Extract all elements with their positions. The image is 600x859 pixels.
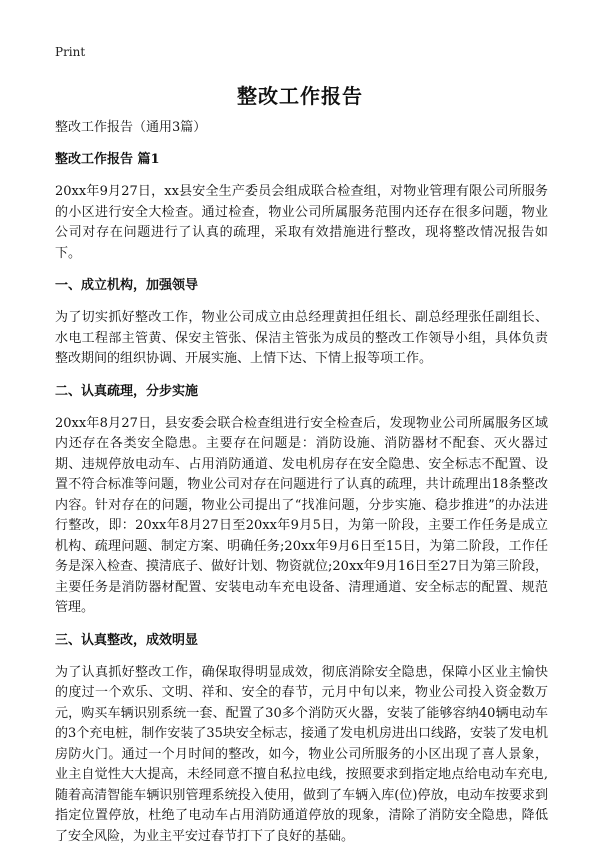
section-heading-3: 三、认真整改，成效明显 bbox=[55, 632, 199, 648]
document-content bbox=[55, 118, 548, 859]
section-body-2: 20xx年8月27日，县安委会联合检查组进行安全检查后，发现物业公司所属服务区域内还存在各类安全隐患。主要存在问题是：消防设施、消防器材不配套、灭火器过期、违规停放电动车、占用消防通道、发电机房存在安全隐患、安全标志不配置、设置不符合标准等问题，物业公司对存在问题进行了认真的疏理，共计疏理出18条整改内容。针对存在的问题，物业公司提出了“找准问题，分步实施、稳步推进”的办法进行整改，即：20xx年8月27日至20xx年9月5日，为第一阶段，主要工作任务是成立机构、疏理问题、制定方案、明确任务;20xx年9月6日至15日，为第二阶段，工作任务是深入检查、摸清底子、做好计划、物资就位;20xx年9月16日至27日为第三阶段，主要任务是消防器材配置、安装电动车充电设备、清理通道、安全标志的配置、规范管理。 bbox=[55, 415, 548, 615]
section-heading-2: 二、认真疏理，分步实施 bbox=[55, 383, 199, 399]
page-title: 整改工作报告 bbox=[237, 84, 363, 108]
print-link[interactable]: Print bbox=[55, 45, 86, 59]
section-body-1: 为了切实抓好整改工作，物业公司成立由总经理黄担任组长、副总经理张任副组长、水电工程部主管黄、保安主管张、保洁主管张为成员的整改工作领导小组，具体负责整改期间的组织协调、开展实施、上情下达、下情上报等项工作。 bbox=[55, 310, 548, 366]
part-title: 整改工作报告 篇1 bbox=[55, 152, 160, 167]
intro-paragraph: 20xx年9月27日，xx县安全生产委员会组成联合检查组，对物业管理有限公司所服务的小区进行安全大检查。通过检查，物业公司所属服务范围内还存在很多问题，物业公司对存在问题进行了认真的疏理，采取有效措施进行整改，现将整改情况报告如下。 bbox=[55, 184, 548, 261]
section-body-3: 为了认真抓好整改工作，确保取得明显成效，彻底消除安全隐患，保障小区业主愉快的度过一个欢乐、文明、祥和、安全的春节，元月中旬以来，物业公司投入资金数万元，购买车辆识别系统一套、配置了30多个消防灭火器，安装了能够容纳40辆电动车的3个充电桩，制作安装了35块安全标志，接通了发电机房进出口线路，安装了发电机房防火门。通过一个月时间的整改，如今，物业公司所服务的小区出现了喜人景象，业主自觉性大大提高，未经同意不擅自私拉电线，按照要求到指定地点给电动车充电,随着高清智能车辆识别管理系统投入使用，做到了车辆入库(位)停放，电动车按要求到指定位置停放，杜绝了电动车占用消防通道停放的现象，清除了消防安全隐患，降低了安全风险，为业主平安过春节打下了良好的基础。 bbox=[55, 664, 548, 844]
section-heading-1: 一、成立机构，加强领导 bbox=[55, 278, 199, 293]
document-subtitle: 整改工作报告（通用3篇） bbox=[55, 120, 207, 135]
